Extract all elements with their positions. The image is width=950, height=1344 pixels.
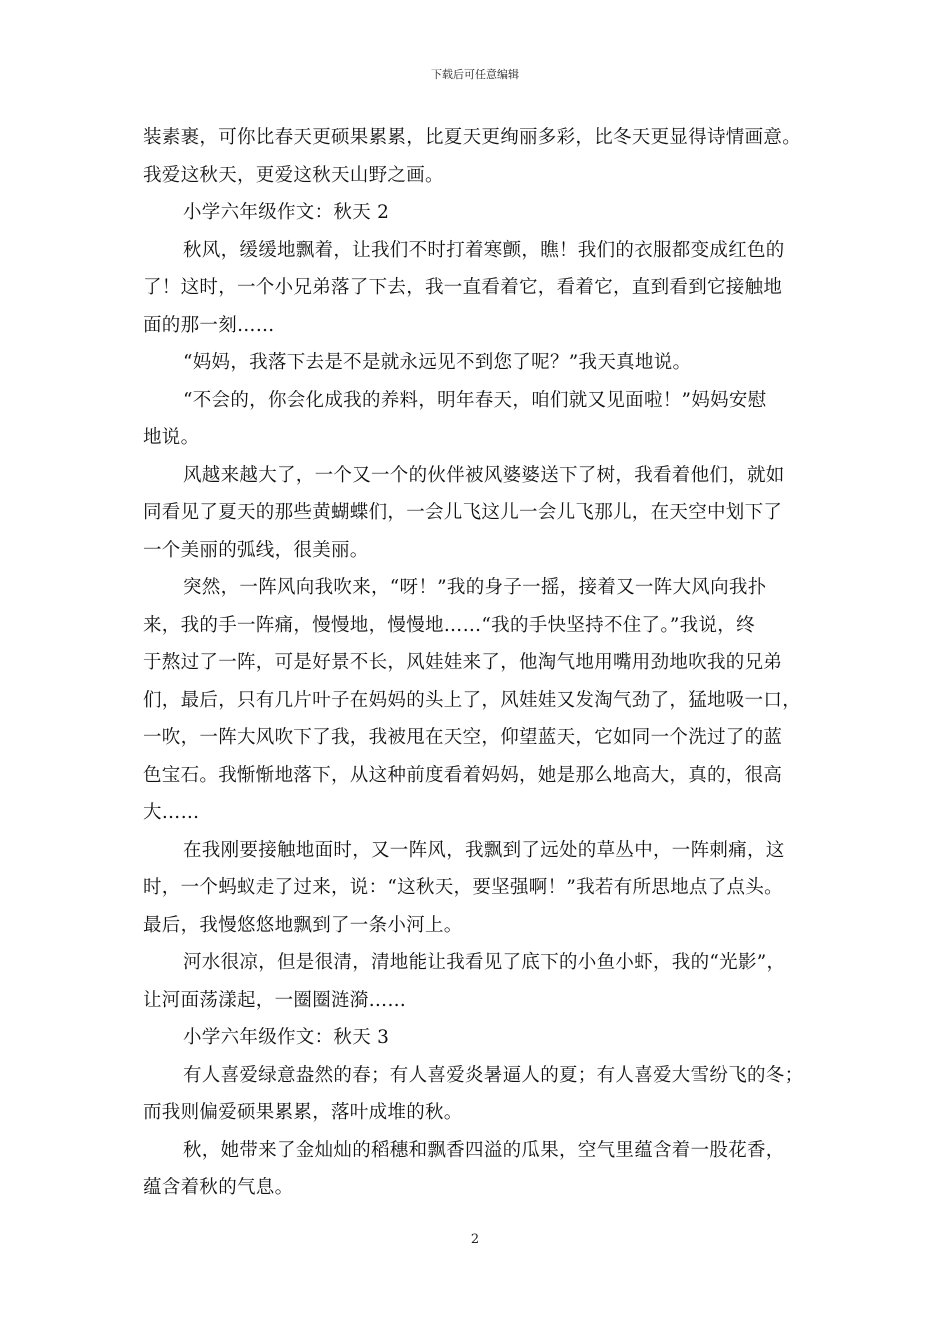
- text-line: 有人喜爱绿意盎然的春；有人喜爱炎暑逼人的夏；有人喜爱大雪纷飞的冬；: [183, 1064, 804, 1086]
- text-line: 我爱这秋天，更爱这秋天山野之画。: [143, 164, 444, 186]
- section-heading: 小学六年级作文：秋天 3: [183, 1027, 390, 1048]
- text-line: 色宝石。我惭惭地落下，从这种前度看着妈妈，她是那么地高大，真的，很高: [143, 764, 783, 786]
- text-line: “妈妈，我落下去是不是就永远见不到您了呢？”我天真地说。: [183, 352, 692, 373]
- text-line: 来，我的手一阵痛，慢慢地，慢慢地……“我的手快坚持不住了。”我说，终: [143, 614, 755, 636]
- text-line: 一吹，一阵大风吹下了我，我被甩在天空，仰望蓝天，它如同一个洗过了的蓝: [143, 727, 783, 748]
- text-line: 在我刚要接触地面时，又一阵风，我飘到了远处的草丛中，一阵刺痛，这: [183, 839, 785, 861]
- document-body: [143, 119, 831, 1207]
- text-line: 秋，她带来了金灿灿的稻穗和飘香四溢的瓜果，空气里蕴含着一股花香，: [183, 1139, 785, 1161]
- text-line: 地说。: [143, 427, 200, 448]
- text-line: 了！这时，一个小兄弟落了下去，我一直看着它，看着它，直到看到它接触地: [143, 277, 783, 298]
- page-header: 下载后可任意编辑: [431, 68, 519, 81]
- section-heading: 小学六年级作文：秋天 2: [183, 202, 390, 223]
- text-line: 而我则偏爱硕果累累，落叶成堆的秋。: [143, 1102, 463, 1123]
- text-line: 河水很凉，但是很清，清地能让我看见了底下的小鱼小虾，我的“光影”，: [183, 952, 786, 973]
- text-line: 大……: [143, 802, 200, 823]
- text-line: 秋风，缓缓地飘着，让我们不时打着寒颤，瞧！我们的衣服都变成红色的: [183, 239, 785, 261]
- text-line: 蕴含着秋的气息。: [143, 1177, 294, 1198]
- text-line: 们，最后，只有几片叶子在妈妈的头上了，风娃娃又发淘气劲了，猛地吸一口，: [143, 689, 802, 711]
- text-line: 面的那一刻……: [143, 314, 275, 336]
- text-line: 同看见了夏天的那些黄蝴蝶们，一会儿飞这儿一会儿飞那儿，在天空中划下了: [143, 502, 783, 523]
- text-line: 最后，我慢悠悠地飘到了一条小河上。: [143, 914, 463, 936]
- page-number: 2: [470, 1232, 480, 1247]
- text-line: 于熬过了一阵，可是好景不长，风娃娃来了，他淘气地用嘴用劲地吹我的兄弟: [143, 652, 783, 673]
- text-line: 时，一个蚂蚁走了过来，说：“这秋天，要坚强啊！”我若有所思地点了点头。: [143, 877, 783, 898]
- text-line: 装素裹，可你比春天更硕果累累，比夏天更绚丽多彩，比冬天更显得诗情画意。: [143, 127, 802, 148]
- text-line: 风越来越大了，一个又一个的伙伴被风婆婆送下了树，我看着他们，就如: [183, 464, 785, 486]
- text-line: 让河面荡漾起，一圈圈涟漪……: [143, 989, 407, 1011]
- text-line: 一个美丽的弧线，很美丽。: [143, 539, 369, 561]
- text-line: “不会的，你会化成我的养料，明年春天，咱们就又见面啦！”妈妈安慰: [183, 389, 767, 411]
- text-line: 突然，一阵风向我吹来，“呀！”我的身子一摇，接着又一阵大风向我扑: [183, 577, 767, 598]
